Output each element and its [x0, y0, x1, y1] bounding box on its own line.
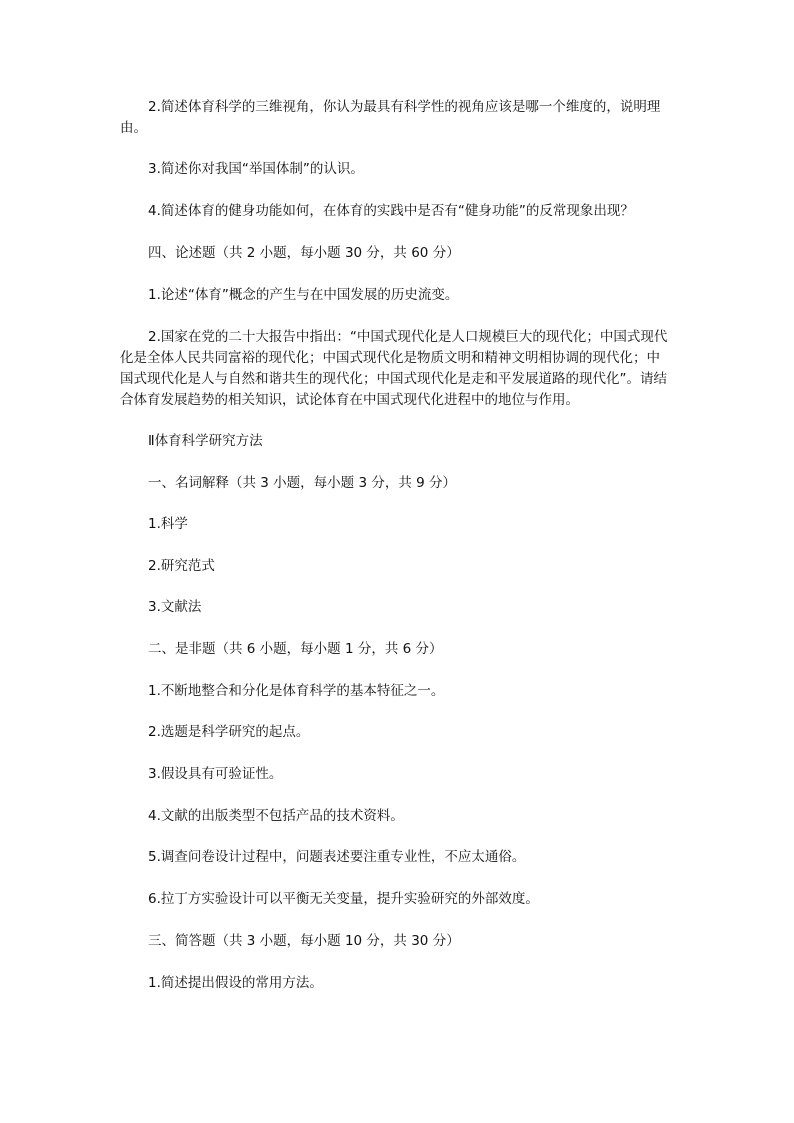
short-answer-section-heading: 三、简答题（共 3 小题，每小题 10 分，共 30 分） [148, 933, 460, 949]
short-answer-method-question-1: 1.简述提出假设的常用方法。 [148, 975, 323, 991]
true-false-item-2: 2.选题是科学研究的起点。 [148, 724, 310, 740]
essay-section-heading: 四、论述题（共 2 小题，每小题 30 分，共 60 分） [148, 245, 460, 261]
term-item-3: 3.文献法 [148, 599, 202, 615]
essay-question-2: 2.国家在党的二十大报告中指出：“中国式现代化是人口规模巨大的现代化；中国式现代化是全体人民共同富裕的现代化；中国式现代化是物质文明和精神文明相协调的现代化；中国式现代化是人与自然和谐共生的现代化；中国式现代化是走和平发展道路的现代化”。请结合体育发展趋势的相关知识，试论体育在中国式现代化进程中的地位与作用。 [120, 329, 668, 408]
terms-section-heading: 一、名词解释（共 3 小题，每小题 3 分，共 9 分） [148, 475, 457, 491]
part-2-title: Ⅱ体育科学研究方法 [148, 433, 263, 449]
true-false-item-3: 3.假设具有可验证性。 [148, 766, 283, 782]
term-item-1: 1.科学 [148, 516, 188, 532]
true-false-item-4: 4.文献的出版类型不包括产品的技术资料。 [148, 808, 404, 824]
term-item-2: 2.研究范式 [148, 558, 215, 574]
true-false-item-5: 5.调查问卷设计过程中，问题表述要注重专业性，不应太通俗。 [148, 849, 526, 865]
essay-question-1: 1.论述“体育”概念的产生与在中国发展的历史流变。 [148, 287, 459, 303]
true-false-item-6: 6.拉丁方实验设计可以平衡无关变量，提升实验研究的外部效度。 [148, 891, 539, 907]
short-answer-question-3: 3.简述你对我国“举国体制”的认识。 [148, 161, 364, 177]
true-false-item-1: 1.不断地整合和分化是体育科学的基本特征之一。 [148, 683, 445, 699]
true-false-section-heading: 二、是非题（共 6 小题，每小题 1 分，共 6 分） [148, 641, 443, 657]
short-answer-question-2: 2.简述体育科学的三维视角，你认为最具有科学性的视角应该是哪一个维度的，说明理由。 [120, 99, 661, 136]
short-answer-question-4: 4.简述体育的健身功能如何，在体育的实践中是否有“健身功能”的反常现象出现？ [148, 203, 634, 219]
